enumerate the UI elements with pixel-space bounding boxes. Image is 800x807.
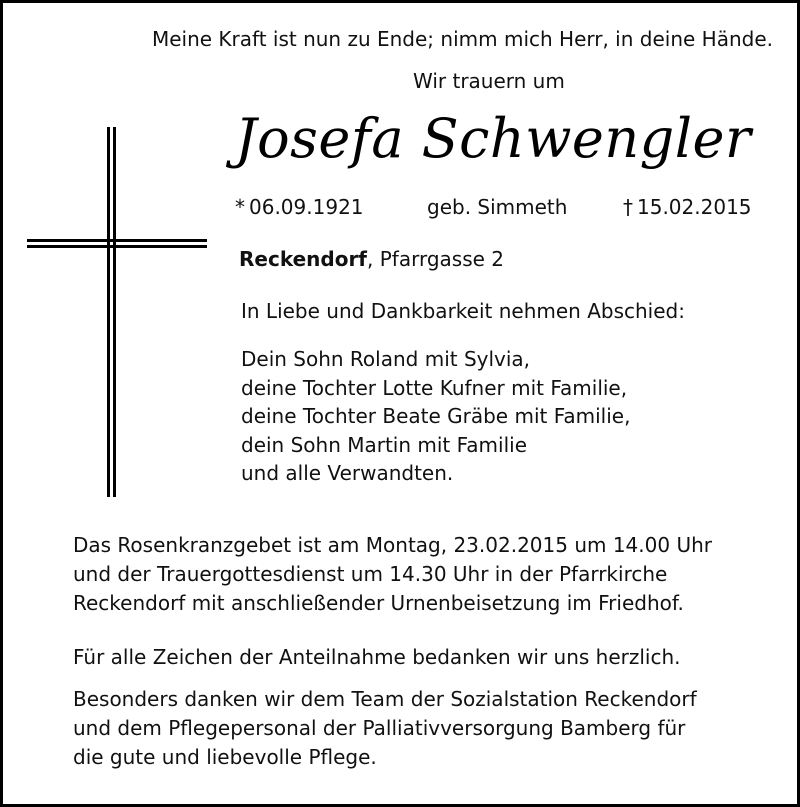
- address-town: Reckendorf: [239, 247, 368, 271]
- special-thanks-line: Besonders danken wir dem Team der Sozialstation Reckendorf: [73, 687, 697, 711]
- thanks-line: Für alle Zeichen der Anteilnahme bedanken wir uns herzlich.: [73, 645, 681, 669]
- address: [239, 247, 504, 271]
- cross-icon: [27, 127, 227, 497]
- special-thanks-line: und dem Pflegepersonal der Palliativversorgung Bamberg für: [73, 716, 686, 740]
- death-date: † 15.02.2015: [623, 195, 752, 219]
- special-thanks-line: die gute und liebevolle Pflege.: [73, 745, 377, 769]
- maiden-name: geb. Simmeth: [427, 195, 568, 219]
- mourner-line: deine Tochter Beate Gräbe mit Familie,: [241, 404, 631, 428]
- service-line: und der Trauergottesdienst um 14.30 Uhr in der Pfarrkirche: [73, 562, 668, 586]
- motto: Meine Kraft ist nun zu Ende; nimm mich Herr, in deine Hände.: [151, 27, 773, 51]
- special-thanks: [73, 685, 697, 772]
- mourners-list: [241, 345, 630, 488]
- service-info: [73, 531, 712, 618]
- address-street: , Pfarrgasse 2: [367, 247, 505, 271]
- birth-star-icon: *: [235, 195, 245, 219]
- birth-date: * 06.09.1921: [235, 195, 364, 219]
- farewell-line: In Liebe und Dankbarkeit nehmen Abschied:: [241, 299, 685, 323]
- mourner-line: deine Tochter Lotte Kufner mit Familie,: [241, 375, 628, 400]
- mourner-line: Dein Sohn Roland mit Sylvia,: [241, 347, 531, 371]
- deceased-name: Josefa Schwengler: [235, 107, 752, 170]
- mourner-line: und alle Verwandten.: [241, 461, 454, 485]
- mourner-line: dein Sohn Martin mit Familie: [241, 432, 528, 457]
- intro-line: Wir trauern um: [413, 69, 565, 93]
- death-cross-icon: †: [623, 195, 633, 219]
- service-line: Reckendorf mit anschließender Urnenbeisetzung im Friedhof.: [73, 591, 684, 615]
- service-line: Das Rosenkranzgebet ist am Montag, 23.02.2015 um 14.00 Uhr: [73, 533, 712, 557]
